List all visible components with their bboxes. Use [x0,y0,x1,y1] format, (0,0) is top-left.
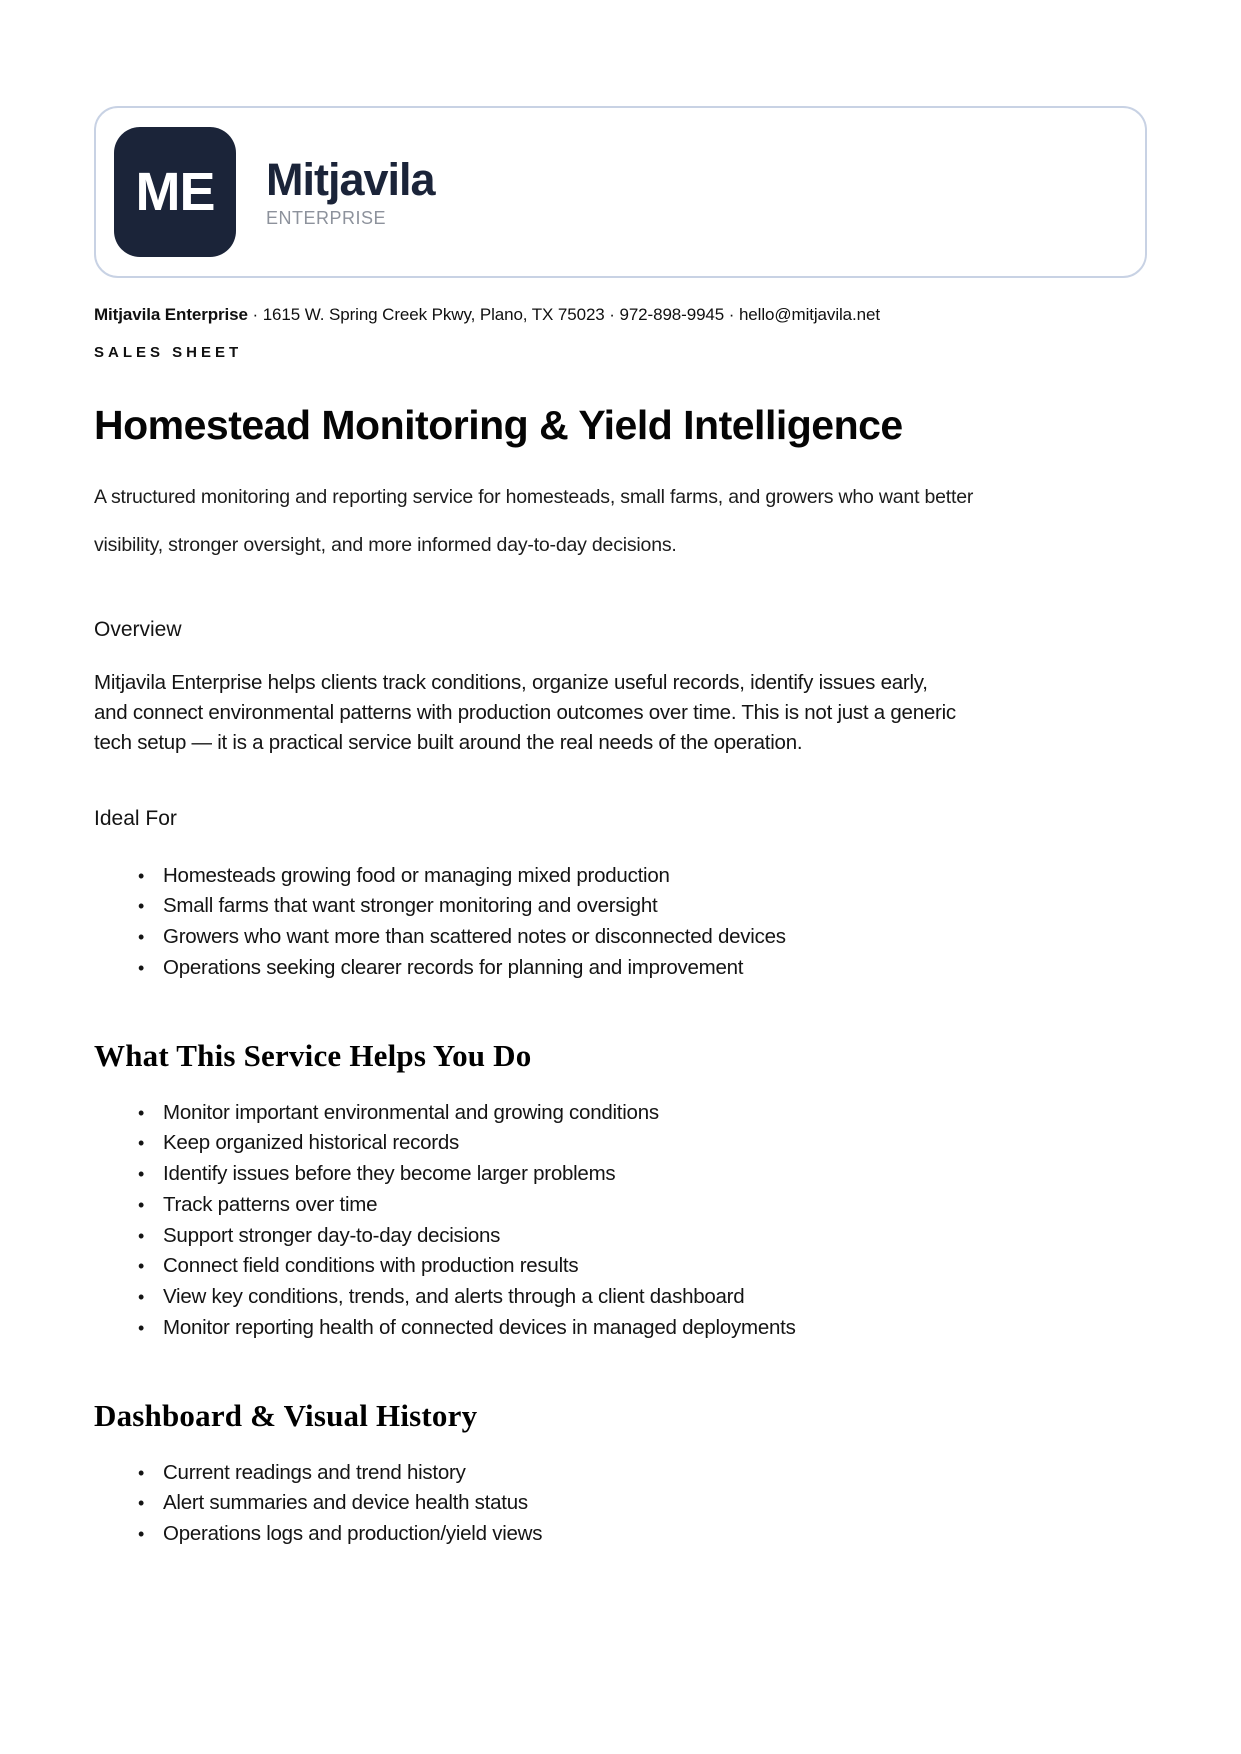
list-item: • Connect field conditions with production results [138,1251,1147,1282]
section-heading-overview: Overview [94,617,182,641]
list-item: • View key conditions, trends, and alerts through a client dashboard [138,1282,1147,1313]
list-item: • Support stronger day-to-day decisions [138,1221,1147,1252]
section-heading-dashboard: Dashboard & Visual History [94,1397,478,1433]
contact-line [94,305,1147,325]
brand-monogram-icon: ME [114,127,236,257]
brand-text-block [266,155,435,229]
service-helps-list [94,1098,1147,1344]
brand-card [94,106,1147,278]
list-item: • Identify issues before they become larger problems [138,1159,1147,1190]
brand-name: Mitjavila [266,154,435,206]
dashboard-list [94,1458,1147,1550]
list-item: • Monitor important environmental and growing conditions [138,1098,1147,1129]
list-item: • Current readings and trend history [138,1458,1147,1489]
contact-company: Mitjavila Enterprise [94,305,248,324]
list-item: • Keep organized historical records [138,1128,1147,1159]
list-item: • Monitor reporting health of connected devices in managed deployments [138,1313,1147,1344]
list-item: • Small farms that want stronger monitoring and oversight [138,891,1147,922]
list-item: • Operations seeking clearer records for planning and improvement [138,953,1147,984]
contact-details: · 1615 W. Spring Creek Pkwy, Plano, TX 75023 · 972-898-9945 · hello@mitjavila.net [247,305,880,324]
brand-subtitle: ENTERPRISE [266,207,387,228]
list-item: • Track patterns over time [138,1190,1147,1221]
page-title: Homestead Monitoring & Yield Intelligence [94,402,903,448]
ideal-for-list [94,861,1147,984]
page-subtitle: A structured monitoring and reporting service for homesteads, small farms, and growers who want better visibility, stronger oversight, and more informed day-to-day decisions. [94,486,974,556]
document-kicker: SALES SHEET [94,344,243,361]
section-heading-ideal-for: Ideal For [94,806,177,830]
list-item: • Growers who want more than scattered notes or disconnected devices [138,922,1147,953]
list-item: • Alert summaries and device health status [138,1488,1147,1519]
overview-paragraph: Mitjavila Enterprise helps clients track conditions, organize useful records, identify issues early, and connect environmental patterns with production outcomes over time. This is not just a generic tech setup — it is a practical service built around the real needs of the operation. [94,670,956,755]
list-item: • Operations logs and production/yield views [138,1519,1147,1550]
list-item: • Homesteads growing food or managing mixed production [138,861,1147,892]
section-heading-service-helps: What This Service Helps You Do [94,1037,532,1073]
